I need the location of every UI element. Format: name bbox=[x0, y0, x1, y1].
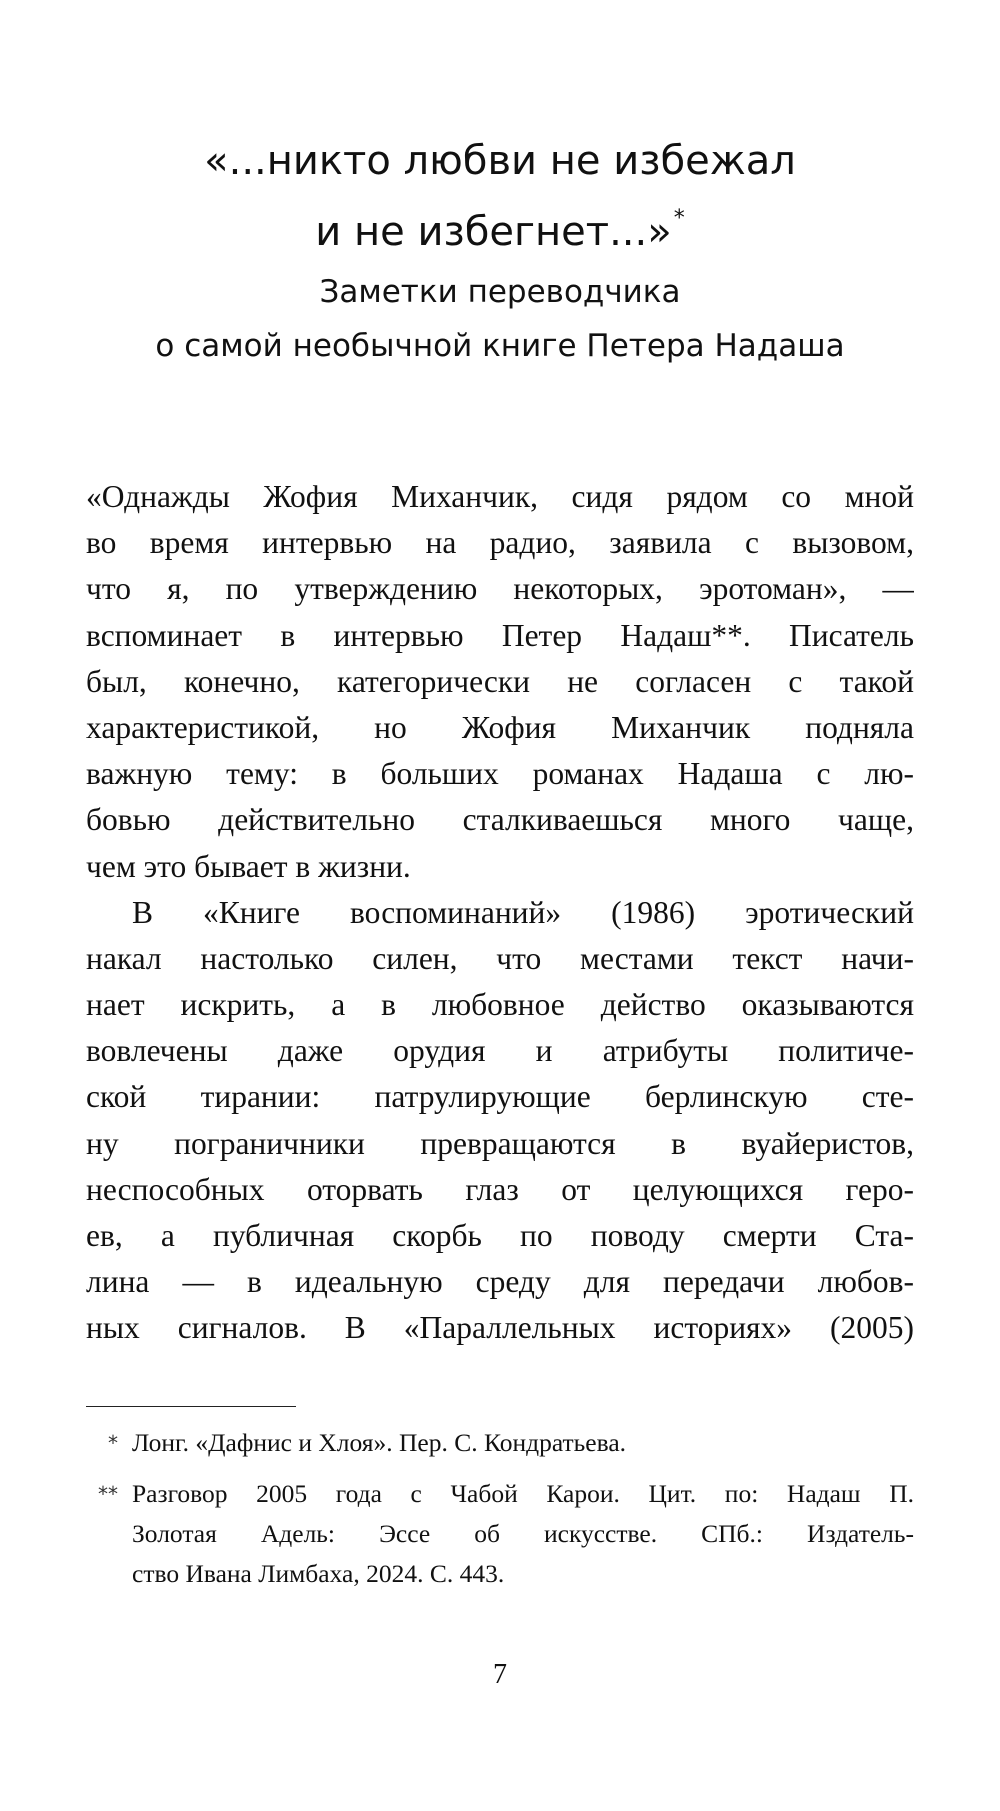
footnotes bbox=[86, 1423, 914, 1594]
footnote-text bbox=[132, 1423, 914, 1463]
footnote-marker: ** bbox=[98, 1482, 118, 1506]
body-line: «Однажды Жофия Миханчик, сидя рядом со мной bbox=[86, 479, 914, 514]
footnote-line: Лонг. «Дафнис и Хлоя». Пер. С. Кондратьева. bbox=[132, 1428, 627, 1457]
title-line-2-text: и не избегнет...» bbox=[315, 209, 672, 255]
body-line: В «Книге воспоминаний» (1986) эротический bbox=[132, 894, 914, 930]
footnote-marker: * bbox=[108, 1431, 118, 1455]
footnote-line: Золотая Адель: Эссе об искусстве. СПб.: Издатель- bbox=[132, 1519, 914, 1548]
body-line: был, конечно, категорически не согласен с такой bbox=[86, 663, 914, 699]
footnote-divider bbox=[86, 1406, 296, 1407]
footnote-1 bbox=[86, 1423, 914, 1463]
body-line: ев, а публичная скорбь по поводу смерти Ста- bbox=[86, 1218, 914, 1253]
title-line-1: «...никто любви не избежал bbox=[204, 138, 796, 184]
title-footnote-marker: * bbox=[673, 206, 685, 231]
subtitle-line-2: о самой необычной книге Петера Надаша bbox=[155, 328, 845, 364]
body-line: вспоминает в интервью Петер Надаш**. Писатель bbox=[86, 617, 914, 653]
body-line: важную тему: в больших романах Надаша с лю- bbox=[86, 756, 914, 792]
body-line: лина — в идеальную среду для передачи любов- bbox=[86, 1264, 914, 1300]
chapter-title bbox=[0, 132, 1000, 261]
body-line: бовью действительно сталкиваешься много чаще, bbox=[86, 802, 914, 838]
body-line: чем это бывает в жизни. bbox=[86, 848, 411, 884]
subtitle-line-1: Заметки переводчика bbox=[319, 274, 681, 310]
body-text bbox=[86, 474, 914, 1352]
body-line: ской тирании: патрулирующие берлинскую сте- bbox=[86, 1079, 914, 1115]
footnote-line: ство Ивана Лимбаха, 2024. С. 443. bbox=[132, 1559, 505, 1588]
body-line: неспособных оторвать глаз от целующихся геро- bbox=[86, 1171, 914, 1207]
footnote-2 bbox=[86, 1474, 914, 1594]
body-line: ных сигналов. В «Параллельных историях» (2005) bbox=[86, 1310, 914, 1346]
page-number: 7 bbox=[493, 1659, 507, 1690]
body-line: накал настолько силен, что местами текст начи- bbox=[86, 940, 914, 976]
body-line: во время интервью на радио, заявила с вызовом, bbox=[86, 525, 914, 561]
title-line-2 bbox=[0, 190, 1000, 261]
footnote-text bbox=[132, 1474, 914, 1594]
body-line: что я, по утверждению некоторых, эротоман», — bbox=[86, 571, 914, 607]
chapter-subtitle bbox=[0, 265, 1000, 373]
body-line: характеристикой, но Жофия Миханчик подняла bbox=[86, 709, 914, 745]
body-line: нает искрить, а в любовное действо оказываются bbox=[86, 987, 914, 1023]
footnote-line: Разговор 2005 года с Чабой Карои. Цит. по: Надаш П. bbox=[132, 1479, 914, 1508]
body-line: ну пограничники превращаются в вуайеристов, bbox=[86, 1125, 914, 1161]
body-line: вовлечены даже орудия и атрибуты политиче- bbox=[86, 1033, 914, 1069]
